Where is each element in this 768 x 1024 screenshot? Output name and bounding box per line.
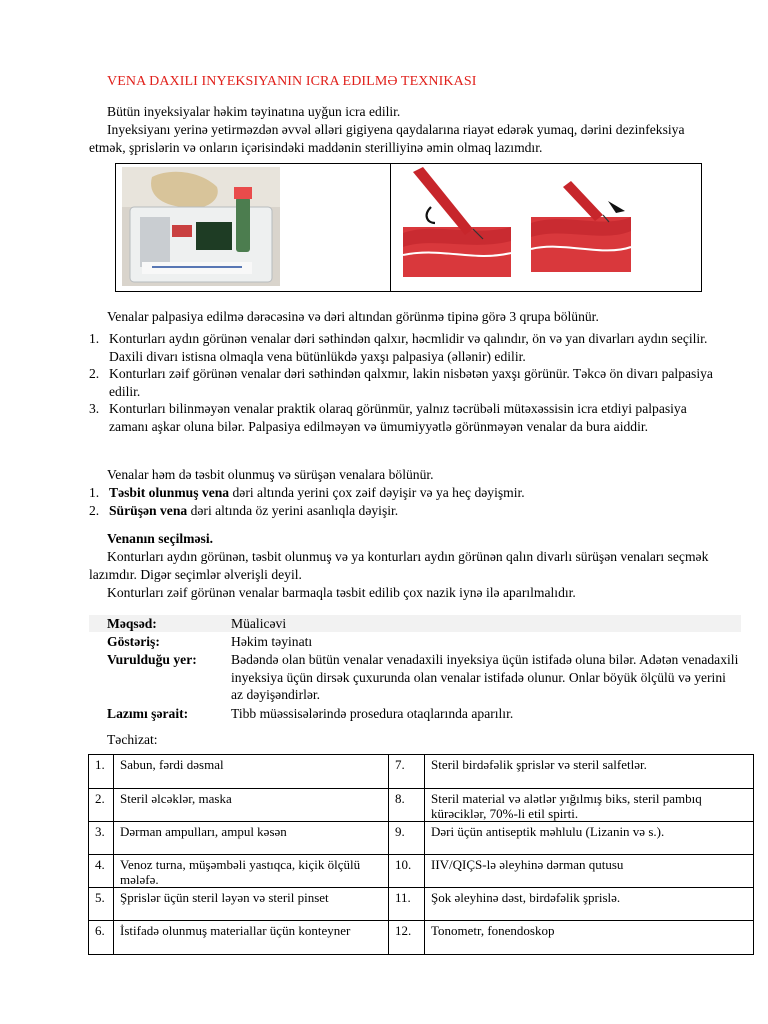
list-item — [89, 484, 729, 502]
equipment-table — [88, 754, 754, 955]
table-cell: Steril əlcəklər, maska — [114, 789, 389, 822]
table-cell-number: 1. — [89, 755, 114, 789]
table-cell: Venoz turna, müşəmbəli yastıqca, kiçik ölçülü mələfə. — [114, 855, 389, 888]
detail-value: Müalicəvi — [231, 616, 287, 631]
detail-key: Məqsəd: — [107, 616, 157, 631]
illustration-figure — [115, 163, 702, 292]
table-cell-number: 10. — [389, 855, 425, 888]
detail-value: Tibb müəssisələrində prosedura otaqlarında aparılır. — [231, 706, 514, 721]
list-number: 2. — [89, 366, 100, 382]
detail-value: Həkim təyinatı — [231, 634, 313, 649]
selection-heading: Venanın seçilməsi. — [107, 531, 213, 546]
table-row — [89, 789, 754, 822]
palpation-lead: Venalar palpasiya edilmə dərəcəsinə və dəri altından görünmə tipinə görə 3 qrupa bölünür. — [107, 309, 599, 324]
table-cell: Dəri üçün antiseptik məhlulu (Lizanin və s.). — [425, 822, 754, 855]
table-cell-number: 2. — [89, 789, 114, 822]
list-text: Konturları zəif görünən venalar dəri səthindən qalxmır, lakin nisbətən yaxşı görünür. Təkcə ön divarı palpasiya edilir. — [109, 366, 713, 399]
detail-value: Bədəndə olan bütün venalar venadaxili inyeksiya üçün istifadə oluna bilər. Adətən venadaxili inyeksiya üçün dirsək çuxurunda olan venalar istifadə olunur. Onlar böyük ölçülü və yerini az dəyişəndirlər. — [231, 652, 739, 703]
table-cell: Steril material və alətlər yığılmış biks, steril pambıq kürəciklər, 70%-li etil spirti. — [425, 789, 754, 822]
table-cell-number: 7. — [389, 755, 425, 789]
list-item — [89, 502, 729, 520]
table-cell: IIV/QIÇS-lə əleyhinə dərman qutusu — [425, 855, 754, 888]
table-row — [89, 822, 754, 855]
table-cell-number: 11. — [389, 888, 425, 921]
table-row — [89, 755, 754, 789]
injection-tray-photo — [122, 167, 280, 286]
list-text: Konturları bilinməyən venalar praktik olaraq görünmür, yalnız təcrübəli mütəxəssisin icra etdiyi palpasiya zamanı aşkar oluna bilər. Palpasiya edilməyən və ümumiyyətlə görünməyən venalar da bura aiddir. — [109, 401, 687, 434]
table-row — [89, 921, 754, 955]
equipment-label — [107, 731, 747, 749]
fixed-vein-list — [89, 484, 729, 519]
table-cell: Sabun, fərdi dəsmal — [114, 755, 389, 789]
table-cell-number: 4. — [89, 855, 114, 888]
list-text: Konturları aydın görünən venalar dəri səthindən qalxır, həcmlidir və qalındır, ön və yan divarları aydın seçilir. Daxili divarı istisna olmaqla vena bütünlükdə yaxşı palpasiya (əllənir) edilir. — [109, 331, 708, 364]
table-cell-number: 3. — [89, 822, 114, 855]
table-cell-number: 8. — [389, 789, 425, 822]
list-item — [89, 400, 729, 435]
intro-paragraph-2: Inyeksiyanı yerinə yetirməzdən əvvəl əlləri gigiyena qaydalarına riayət edərək yumaq, dərini dezinfeksiya etmək, şprislərin və onların içərisindəki maddənin sterilliyinə əmin olmaq lazımdır. — [89, 122, 685, 155]
list-number: 3. — [89, 401, 100, 417]
figure-divider — [390, 164, 391, 291]
table-cell: Steril birdəfəlik şprislər və steril salfetlər. — [425, 755, 754, 789]
list-number: 2. — [89, 502, 100, 518]
list-text: dəri altında öz yerini asanlıqla dəyişir. — [187, 502, 399, 518]
equipment-label-text: Təchizat: — [107, 732, 158, 747]
table-cell-number: 5. — [89, 888, 114, 921]
selection-paragraph-2: Konturları zəif görünən venalar barmaqla təsbit edilib çox nazik iynə ilə aparılmalıdır. — [107, 585, 576, 600]
list-item — [89, 365, 729, 400]
selection-paragraph-1: Konturları aydın görünən, təsbit olunmuş və ya konturları aydın görünən qalın divarlı sürüşən venaları seçmək lazımdır. Digər seçimlər əlverişli deyil. — [89, 549, 709, 582]
list-number: 1. — [89, 485, 100, 500]
list-number: 1. — [89, 331, 100, 346]
table-row — [89, 888, 754, 921]
table-cell: İstifadə olunmuş materiallar üçün konteyner — [114, 921, 389, 955]
page-title: VENA DAXILI INYEKSIYANIN ICRA EDILMƏ TEXNIKASI — [107, 74, 477, 89]
table-cell-number: 9. — [389, 822, 425, 855]
palpation-list — [89, 330, 729, 436]
detail-key: Göstəriş: — [107, 634, 160, 649]
detail-key: Vurulduğu yer: — [107, 652, 197, 667]
table-cell-number: 12. — [389, 921, 425, 955]
list-item — [89, 330, 729, 365]
list-term: Təsbit olunmuş vena — [109, 485, 230, 500]
vein-injection-diagram — [403, 167, 641, 283]
table-cell: Şok əleyhinə dəst, birdəfəlik şprislə. — [425, 888, 754, 921]
list-text: dəri altında yerini çox zəif dəyişir və ya heç dəyişmir. — [229, 485, 525, 500]
table-cell: Şprislər üçün steril ləyən və steril pinset — [114, 888, 389, 921]
list-term: Sürüşən vena — [109, 502, 188, 518]
table-cell: Tonometr, fonendoskop — [425, 921, 754, 955]
detail-key: Lazımı şərait: — [107, 706, 189, 721]
table-row — [89, 855, 754, 888]
intro-paragraph-1: Bütün inyeksiyalar həkim təyinatına uyğun icra edilir. — [107, 104, 401, 119]
fixed-vein-lead: Venalar həm də təsbit olunmuş və sürüşən venalara bölünür. — [107, 467, 434, 482]
table-cell-number: 6. — [89, 921, 114, 955]
table-cell: Dərman ampulları, ampul kəsən — [114, 822, 389, 855]
